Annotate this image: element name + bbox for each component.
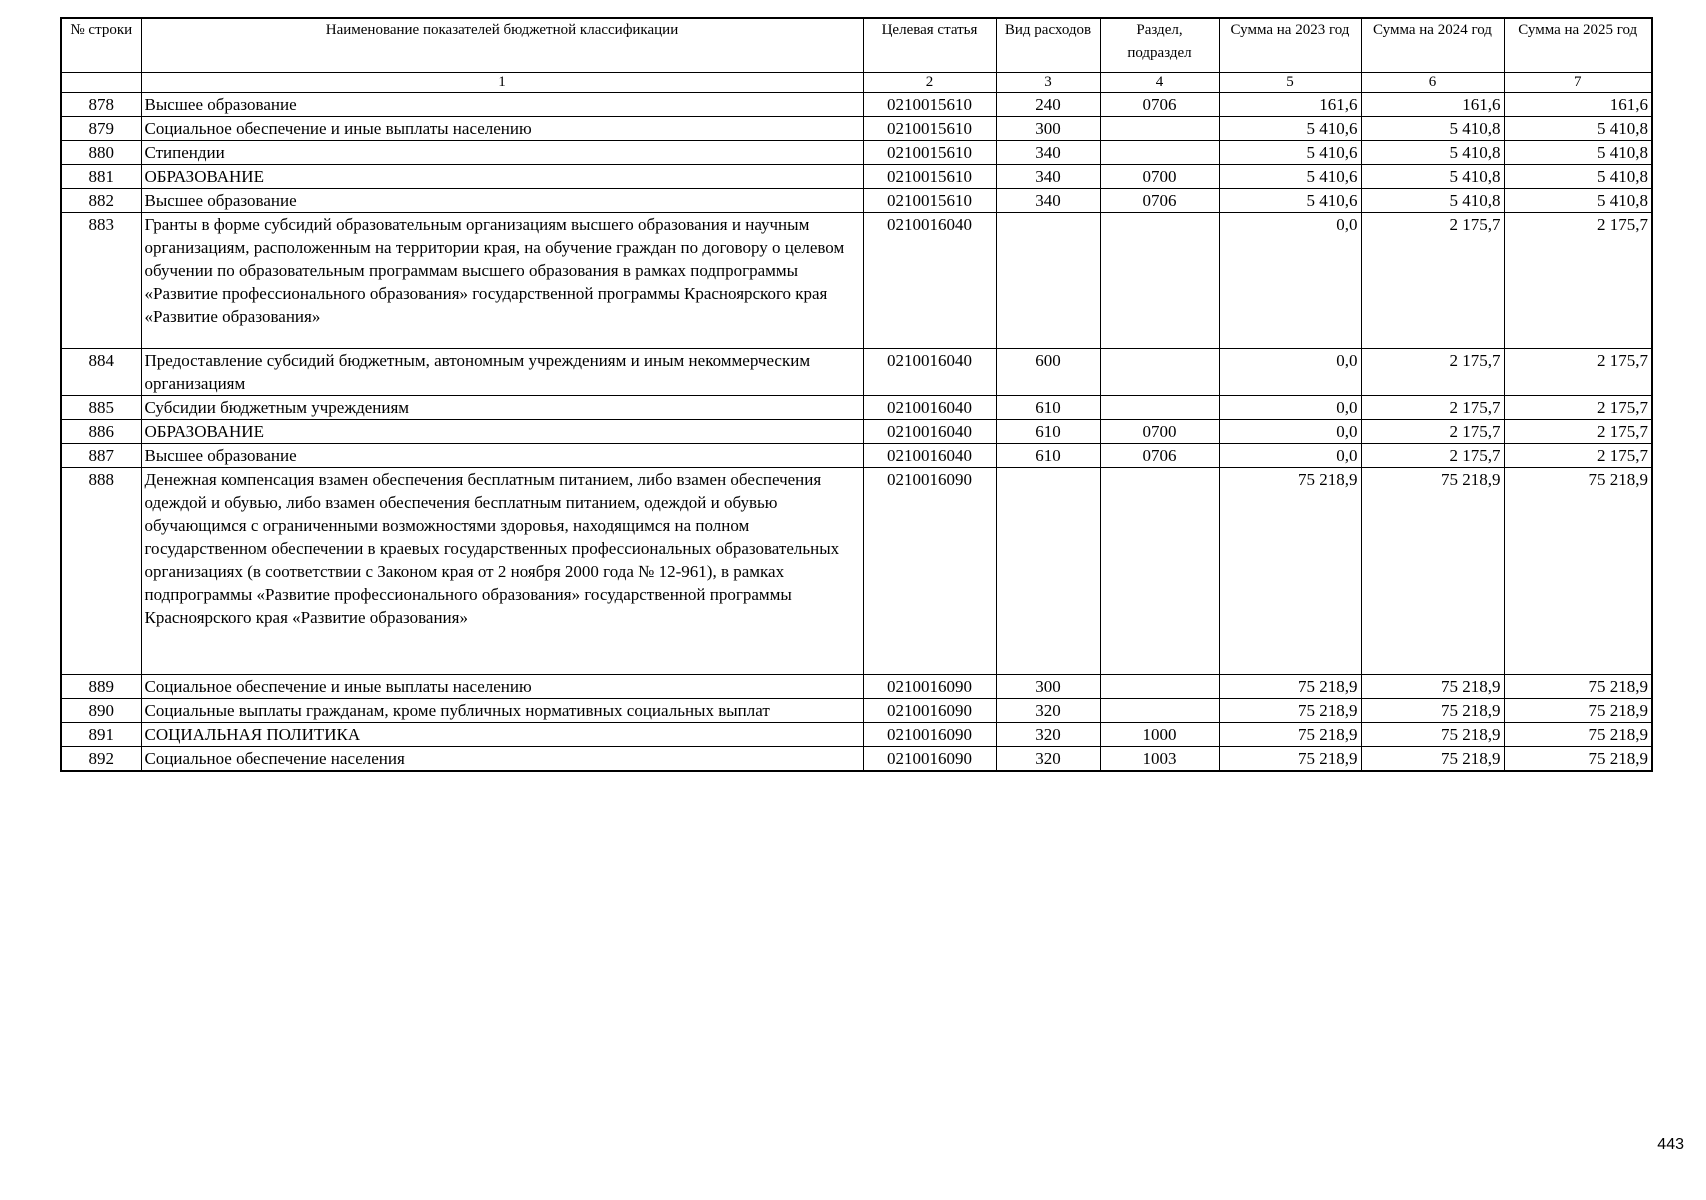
row-section: 0706 [1100,444,1219,468]
header-section: Раздел, подраздел [1100,18,1219,73]
table-row [61,420,1652,444]
header-sum-2024: Сумма на 2024 год [1361,18,1504,73]
row-name: СОЦИАЛЬНАЯ ПОЛИТИКА [141,723,863,747]
row-sum-2023: 5 410,6 [1219,117,1361,141]
row-section: 0700 [1100,165,1219,189]
column-number: 1 [141,73,863,93]
row-name: Социальное обеспечение и иные выплаты населению [141,117,863,141]
row-sum-2023: 0,0 [1219,349,1361,396]
column-number: 3 [996,73,1100,93]
row-name: Социальные выплаты гражданам, кроме публичных нормативных социальных выплат [141,699,863,723]
row-name: Высшее образование [141,444,863,468]
table-row [61,747,1652,772]
row-expense-type: 300 [996,117,1100,141]
table-row [61,444,1652,468]
row-expense-type: 340 [996,189,1100,213]
row-sum-2024: 2 175,7 [1361,349,1504,396]
row-expense-type [996,468,1100,675]
row-target-article: 0210015610 [863,141,996,165]
row-sum-2025: 75 218,9 [1504,675,1652,699]
row-number: 890 [61,699,141,723]
row-sum-2023: 0,0 [1219,396,1361,420]
row-sum-2025: 2 175,7 [1504,396,1652,420]
row-sum-2024: 75 218,9 [1361,747,1504,772]
column-number [61,73,141,93]
row-sum-2025: 5 410,8 [1504,189,1652,213]
row-expense-type: 610 [996,396,1100,420]
row-sum-2023: 0,0 [1219,444,1361,468]
row-name: Социальное обеспечение населения [141,747,863,772]
row-sum-2023: 0,0 [1219,420,1361,444]
row-expense-type: 320 [996,747,1100,772]
row-name: Денежная компенсация взамен обеспечения бесплатным питанием, либо взамен обеспечения одеждой и обувью, либо взамен обеспечения бесплатным питанием, одеждой и обувью обучающимся с ограниченными возможностями здоровья, находящимся на полном государственном обеспечении в краевых государственных профессиональных образовательных организациях (в соответствии с Законом края от 2 ноября 2000 года № 12-961), в рамках подпрограммы «Развитие профессионального образования» государственной программы Красноярского края «Развитие образования» [141,468,863,675]
row-number: 880 [61,141,141,165]
row-sum-2025: 161,6 [1504,93,1652,117]
row-number: 882 [61,189,141,213]
header-target-article: Целевая статья [863,18,996,73]
header-name: Наименование показателей бюджетной классификации [141,18,863,73]
header-row [61,18,1652,73]
row-sum-2023: 5 410,6 [1219,165,1361,189]
header-sum-2025: Сумма на 2025 год [1504,18,1652,73]
table-row [61,349,1652,396]
row-section [1100,213,1219,349]
row-expense-type: 600 [996,349,1100,396]
row-name: Стипендии [141,141,863,165]
header-expense-type: Вид расходов [996,18,1100,73]
column-number: 2 [863,73,996,93]
row-number: 889 [61,675,141,699]
table-row [61,723,1652,747]
row-name: ОБРАЗОВАНИЕ [141,165,863,189]
row-sum-2023: 75 218,9 [1219,723,1361,747]
table-row [61,468,1652,675]
row-target-article: 0210016090 [863,675,996,699]
row-sum-2024: 75 218,9 [1361,675,1504,699]
table-row [61,396,1652,420]
row-sum-2023: 75 218,9 [1219,747,1361,772]
row-sum-2025: 2 175,7 [1504,349,1652,396]
row-target-article: 0210015610 [863,165,996,189]
row-sum-2025: 5 410,8 [1504,165,1652,189]
row-sum-2025: 5 410,8 [1504,141,1652,165]
row-sum-2024: 5 410,8 [1361,165,1504,189]
table-row [61,213,1652,349]
row-target-article: 0210016040 [863,444,996,468]
row-expense-type: 300 [996,675,1100,699]
row-number: 881 [61,165,141,189]
row-sum-2024: 161,6 [1361,93,1504,117]
column-number: 6 [1361,73,1504,93]
row-sum-2023: 5 410,6 [1219,189,1361,213]
row-section [1100,349,1219,396]
row-sum-2025: 75 218,9 [1504,747,1652,772]
row-expense-type: 320 [996,723,1100,747]
row-name: Социальное обеспечение и иные выплаты населению [141,675,863,699]
row-section [1100,117,1219,141]
row-name: Субсидии бюджетным учреждениям [141,396,863,420]
row-target-article: 0210016040 [863,420,996,444]
row-section [1100,699,1219,723]
row-number: 884 [61,349,141,396]
page-number: 443 [1657,1136,1684,1153]
row-section [1100,396,1219,420]
row-target-article: 0210016090 [863,468,996,675]
row-sum-2024: 75 218,9 [1361,723,1504,747]
table-header [61,18,1652,93]
row-section: 0706 [1100,93,1219,117]
row-sum-2024: 5 410,8 [1361,189,1504,213]
row-sum-2025: 75 218,9 [1504,723,1652,747]
row-name: Гранты в форме субсидий образовательным организациям высшего образования и научным организациям, расположенным на территории края, на обучение граждан по договору о целевом обучении по образовательным программам высшего образования в рамках подпрограммы «Развитие профессионального образования» государственной программы Красноярского края «Развитие образования» [141,213,863,349]
budget-table [60,17,1653,772]
row-sum-2024: 2 175,7 [1361,420,1504,444]
column-number: 5 [1219,73,1361,93]
row-target-article: 0210016040 [863,349,996,396]
row-section [1100,468,1219,675]
row-sum-2025: 2 175,7 [1504,444,1652,468]
row-sum-2025: 75 218,9 [1504,468,1652,675]
row-sum-2024: 75 218,9 [1361,699,1504,723]
row-name: ОБРАЗОВАНИЕ [141,420,863,444]
row-number: 879 [61,117,141,141]
table-row [61,675,1652,699]
row-sum-2023: 75 218,9 [1219,675,1361,699]
column-number: 7 [1504,73,1652,93]
table-row [61,141,1652,165]
row-sum-2024: 75 218,9 [1361,468,1504,675]
row-section: 1000 [1100,723,1219,747]
row-sum-2023: 0,0 [1219,213,1361,349]
row-number: 878 [61,93,141,117]
table-row [61,117,1652,141]
row-target-article: 0210015610 [863,117,996,141]
row-number: 892 [61,747,141,772]
row-target-article: 0210016090 [863,699,996,723]
table-row [61,699,1652,723]
row-number: 888 [61,468,141,675]
row-target-article: 0210015610 [863,93,996,117]
row-expense-type [996,213,1100,349]
column-number: 4 [1100,73,1219,93]
row-section: 0706 [1100,189,1219,213]
row-expense-type: 340 [996,141,1100,165]
column-number-row [61,73,1652,93]
row-expense-type: 610 [996,444,1100,468]
row-expense-type: 240 [996,93,1100,117]
row-sum-2025: 2 175,7 [1504,213,1652,349]
row-name: Высшее образование [141,189,863,213]
row-target-article: 0210015610 [863,189,996,213]
row-sum-2024: 5 410,8 [1361,117,1504,141]
row-target-article: 0210016040 [863,213,996,349]
row-sum-2024: 2 175,7 [1361,396,1504,420]
table-row [61,93,1652,117]
row-name: Высшее образование [141,93,863,117]
row-expense-type: 340 [996,165,1100,189]
row-sum-2024: 2 175,7 [1361,444,1504,468]
row-number: 891 [61,723,141,747]
row-sum-2023: 75 218,9 [1219,468,1361,675]
table-row [61,189,1652,213]
row-number: 887 [61,444,141,468]
row-name: Предоставление субсидий бюджетным, автономным учреждениям и иным некоммерческим организациям [141,349,863,396]
row-expense-type: 320 [996,699,1100,723]
header-row-no: № строки [61,18,141,73]
table-row [61,165,1652,189]
row-section: 1003 [1100,747,1219,772]
table-body [61,93,1652,772]
row-section [1100,675,1219,699]
row-number: 885 [61,396,141,420]
row-sum-2025: 2 175,7 [1504,420,1652,444]
row-target-article: 0210016090 [863,747,996,772]
row-number: 886 [61,420,141,444]
row-sum-2025: 75 218,9 [1504,699,1652,723]
row-sum-2023: 161,6 [1219,93,1361,117]
row-sum-2025: 5 410,8 [1504,117,1652,141]
row-sum-2023: 75 218,9 [1219,699,1361,723]
row-number: 883 [61,213,141,349]
row-expense-type: 610 [996,420,1100,444]
row-sum-2023: 5 410,6 [1219,141,1361,165]
row-section: 0700 [1100,420,1219,444]
row-section [1100,141,1219,165]
header-sum-2023: Сумма на 2023 год [1219,18,1361,73]
row-sum-2024: 5 410,8 [1361,141,1504,165]
row-sum-2024: 2 175,7 [1361,213,1504,349]
row-target-article: 0210016090 [863,723,996,747]
row-target-article: 0210016040 [863,396,996,420]
